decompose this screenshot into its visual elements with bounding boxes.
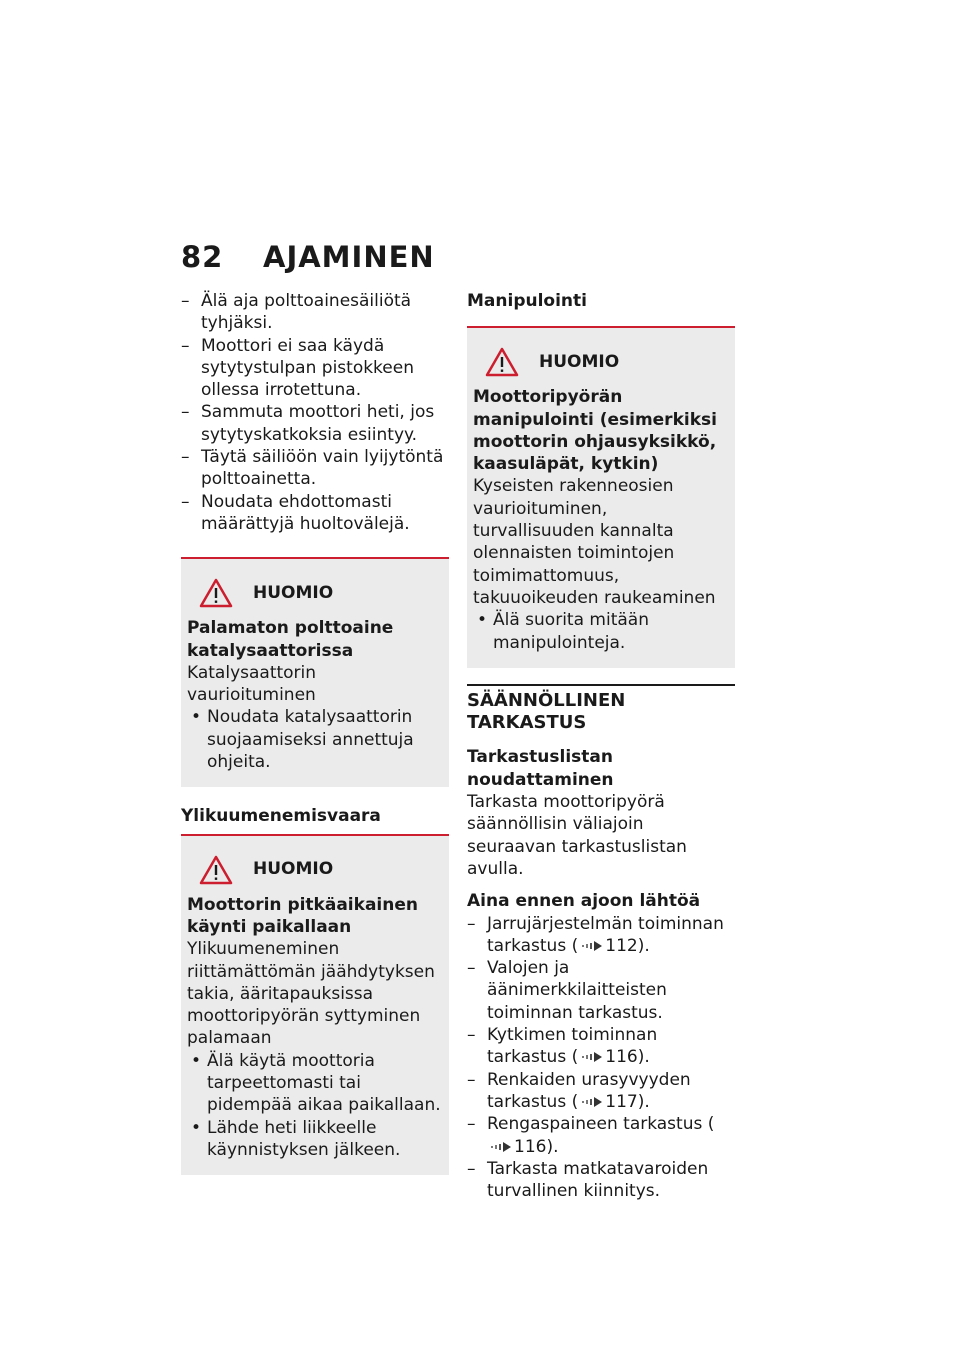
notice-label: HUOMIO: [253, 859, 334, 880]
before-ride-heading: Aina ennen ajoon lähtöä: [467, 891, 701, 912]
checklist-text: Tarkasta moottoripyörä säännöllisin väliajoin seuraavan tarkastuslistan avulla.: [467, 792, 687, 879]
left-column: [181, 290, 449, 1175]
notice-title: Moottorin pitkäaikainen käynti paikallaan: [187, 894, 418, 937]
notice-header: [473, 344, 729, 380]
list-item: – Rengaspaineen tarkastus ( 116).: [467, 1113, 735, 1158]
page-reference[interactable]: 112).: [605, 935, 650, 956]
warning-triangle-icon: [199, 578, 233, 608]
intro-list: [181, 290, 449, 535]
list-item: – Jarrujärjestelmän toiminnan tarkastus ( 112).: [467, 913, 735, 958]
warning-triangle-icon: [485, 347, 519, 377]
notice-box-overheat: [181, 834, 449, 1176]
page-reference[interactable]: 117).: [605, 1091, 650, 1112]
list-item-text: Jarrujärjestelmän toiminnan tarkastus: [487, 913, 724, 956]
list-item: • Noudata katalysaattorin suojaamiseksi annettuja ohjeita.: [187, 706, 443, 773]
section-title: SÄÄNNÖLLINEN TARKASTUS: [467, 684, 735, 735]
subheading-overheat: Ylikuumenemisvaara: [181, 806, 381, 827]
list-item-text: Rengaspaineen tarkastus: [487, 1114, 703, 1135]
list-item-text: Renkaiden urasyvyyden tarkastus: [487, 1069, 691, 1112]
list-item: • Älä suorita mitään manipulointeja.: [473, 609, 729, 654]
notice-box-manipulation: [467, 326, 735, 668]
page-reference-arrow-icon[interactable]: [490, 1140, 512, 1154]
list-item: – Renkaiden urasyvyyden tarkastus ( 117).: [467, 1069, 735, 1114]
list-item: – Moottori ei saa käydä sytytystulpan pistokkeen ollessa irrotettuna.: [181, 335, 449, 402]
page-header: [181, 240, 435, 274]
notice-text: Kyseisten rakenneosien vaurioituminen, turvallisuuden kannalta olennaisten toimintojen toimimattomuus, takuuoikeuden raukeaminen: [473, 476, 716, 608]
list-item-text: Kytkimen toiminnan tarkastus: [487, 1025, 658, 1068]
notice-bullets: [187, 706, 443, 773]
list-item: [467, 957, 735, 1024]
right-column: [467, 290, 735, 1202]
notice-header: [187, 852, 443, 888]
page-reference[interactable]: 116).: [514, 1136, 559, 1157]
notice-label: HUOMIO: [253, 583, 334, 604]
list-item: • Lähde heti liikkeelle käynnistyksen jälkeen.: [187, 1117, 443, 1162]
page-reference-arrow-icon[interactable]: [581, 1095, 603, 1109]
notice-title: Palamaton polttoaine katalysaattorissa: [187, 618, 394, 661]
notice-box-catalyst: [181, 557, 449, 787]
list-item: – Täytä säiliöön vain lyijytöntä polttoainetta.: [181, 446, 449, 491]
notice-title: Moottoripyörän manipulointi (esimerkiksi moottorin ohjausyksikkö, kaasuläpät, kytkin): [473, 387, 717, 475]
list-item: • Älä käytä moottoria tarpeettomasti tai pidempää aikaa paikallaan.: [187, 1050, 443, 1117]
list-item: [467, 1158, 735, 1203]
list-item-text: Tarkasta matkatavaroiden turvallinen kiinnitys.: [487, 1158, 709, 1202]
notice-bullets: [473, 609, 729, 654]
before-ride-list: [467, 913, 735, 1203]
checklist-heading: Tarkastuslistan noudattaminen: [467, 747, 614, 790]
page-reference-arrow-icon[interactable]: [581, 939, 603, 953]
subheading-manipulation: Manipulointi: [467, 291, 587, 311]
list-item: – Älä aja polttoainesäiliötä tyhjäksi.: [181, 290, 449, 335]
list-item-text: Valojen ja äänimerkkilaitteisten toiminnan tarkastus.: [487, 958, 667, 1023]
page-reference[interactable]: 116).: [605, 1047, 650, 1068]
notice-text: Katalysaattorin vaurioituminen: [187, 662, 317, 706]
page-reference-arrow-icon[interactable]: [581, 1050, 603, 1064]
chapter-title: AJAMINEN: [263, 240, 435, 274]
list-item: – Noudata ehdottomasti määrättyjä huoltovälejä.: [181, 491, 449, 536]
list-item: – Kytkimen toiminnan tarkastus ( 116).: [467, 1024, 735, 1069]
notice-text: Ylikuumeneminen riittämättömän jäähdytyksen takia, ääritapauksissa moottoripyörän syttyminen palamaan: [187, 939, 435, 1049]
notice-bullets: [187, 1050, 443, 1161]
warning-triangle-icon: [199, 855, 233, 885]
list-item: – Sammuta moottori heti, jos sytytyskatkoksia esiintyy.: [181, 401, 449, 446]
page-number: 82: [181, 240, 224, 274]
notice-label: HUOMIO: [539, 352, 620, 373]
notice-header: [187, 575, 443, 611]
